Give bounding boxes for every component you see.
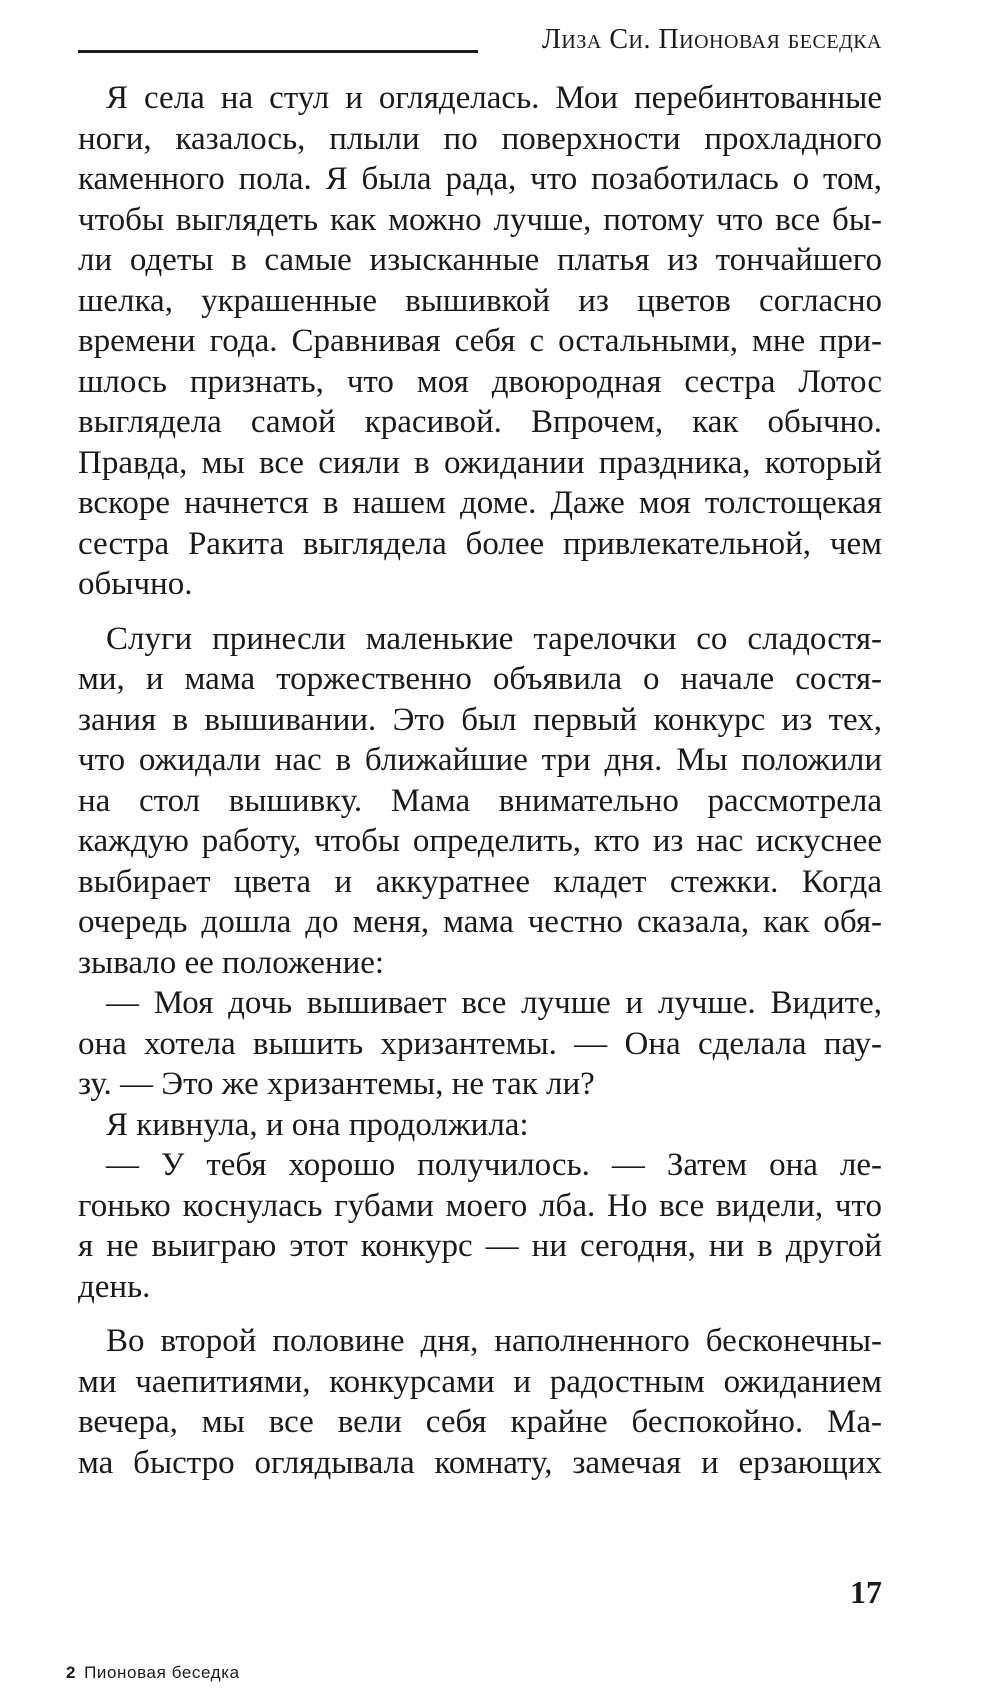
text-line: шлось признать, что моя двоюродная сестра Лотос	[78, 363, 882, 400]
text-line: очередь дошла до меня, мама честно сказала, как обя-	[78, 904, 882, 940]
text-line: Правда, мы все сияли в ожидании праздника, который	[78, 444, 882, 481]
text-line: вскоре начнется в нашем доме. Даже моя толстощекая	[78, 485, 882, 521]
text-line: ли одеты в самые изысканные платья из тончайшего	[78, 242, 882, 278]
text-line: выбирает цвета и аккуратнее кладет стежки. Когда	[78, 863, 882, 900]
text-line: зу. — Это же хризантемы, не так ли?	[78, 1066, 595, 1102]
page-body	[78, 78, 882, 1483]
text-line: зывало ее положение:	[78, 944, 385, 981]
printer-imprint	[66, 1663, 240, 1683]
text-line: — У тебя хорошо получилось. — Затем она ле-	[106, 1147, 882, 1183]
running-header	[78, 24, 882, 64]
text-line: день.	[78, 1268, 151, 1305]
text-line: ми чаепитиями, конкурсами и радостным ожиданием	[78, 1363, 882, 1400]
page-number: 17	[850, 1574, 882, 1610]
text-line: она хотела вышить хризантемы. — Она сделала пау-	[78, 1025, 882, 1062]
imprint-title: Пионовая беседка	[84, 1663, 240, 1682]
text-line: что ожидали нас в ближайшие три дня. Мы положили	[78, 742, 882, 778]
text-line: гонько коснулась губами моего лба. Но все видели, что	[78, 1187, 882, 1224]
text-line: ноги, казалось, плыли по поверхности прохладного	[78, 120, 882, 157]
text-line: Я кивнула, и она продолжила:	[106, 1106, 529, 1143]
text-line: времени года. Сравнивая себя с остальными, мне при-	[78, 323, 882, 359]
imprint-number: 2	[66, 1663, 77, 1682]
text-line: каждую работу, чтобы определить, кто из нас искуснее	[78, 823, 882, 859]
paragraph-gap	[78, 1307, 882, 1321]
paragraph-gap	[78, 605, 882, 619]
text-line: каменного пола. Я была рада, что позаботилась о том,	[78, 161, 882, 197]
text-line: Я села на стул и огляделась. Мои перебинтованные	[106, 80, 882, 116]
text-line: обычно.	[78, 566, 193, 602]
text-line: шелка, украшенные вышивкой из цветов согласно	[78, 282, 882, 319]
header-title: Лиза Си. Пионовая беседка	[541, 24, 882, 55]
text-line: ма быстро оглядывала комнату, замечая и ерзающих	[78, 1444, 882, 1481]
header-rule	[78, 50, 478, 53]
text-line: сестра Ракита выглядела более привлекательной, чем	[78, 525, 882, 562]
text-line: — Моя дочь вышивает все лучше и лучше. Видите,	[106, 985, 882, 1021]
text-line: я не выиграю этот конкурс — ни сегодня, ни в другой	[78, 1228, 882, 1264]
text-line: зания в вышивании. Это был первый конкурс из тех,	[78, 701, 882, 738]
text-line: чтобы выглядеть как можно лучше, потому что все бы-	[78, 201, 882, 238]
text-line: ми, и мама торжественно объявила о начале состя-	[78, 661, 882, 697]
text-line: на стол вышивку. Мама внимательно рассмотрела	[78, 782, 882, 819]
text-line: Слуги принесли маленькие тарелочки со сладостя-	[106, 620, 882, 657]
text-line: Во второй половине дня, наполненного бесконечны-	[106, 1323, 882, 1359]
text-line: выглядела самой красивой. Впрочем, как обычно.	[78, 404, 882, 440]
text-line: вечера, мы все вели себя крайне беспокойно. Ма-	[78, 1404, 882, 1440]
